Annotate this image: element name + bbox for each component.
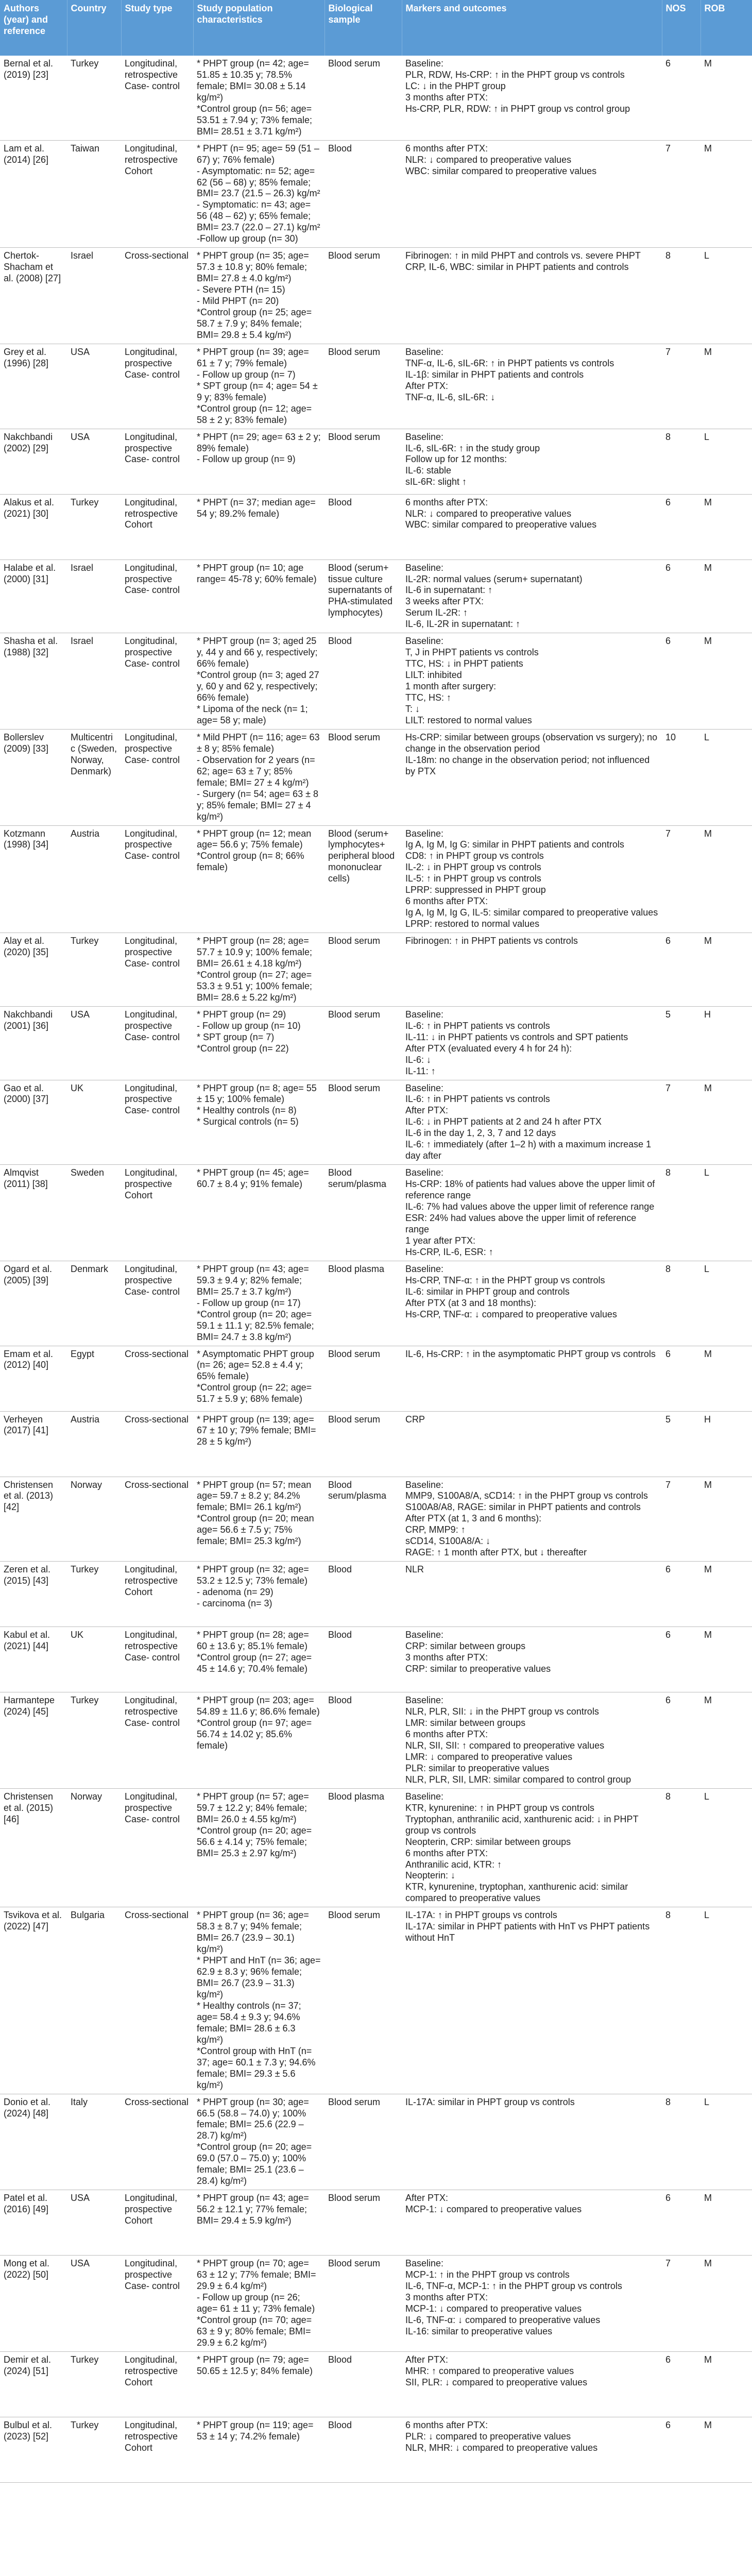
header-study-type: Study type	[121, 0, 193, 56]
author-cell: Alakus et al. (2021) [30]	[0, 494, 67, 560]
sample-cell: Blood serum	[324, 729, 402, 825]
rob-cell: M	[700, 1080, 752, 1165]
population-cell: * PHPT group (n= 79; age= 50.65 ± 12.5 y; 84% female)	[193, 2351, 324, 2417]
study-type-cell: Longitudinal, prospective Case- control	[121, 1788, 193, 1907]
author-cell: Gao et al. (2000) [37]	[0, 1080, 67, 1165]
rob-cell: L	[700, 1907, 752, 2094]
population-cell: * PHPT group (n= 119; age= 53 ± 14 y; 74.2% female)	[193, 2417, 324, 2482]
country-cell: Turkey	[67, 1692, 121, 1789]
study-type-cell: Longitudinal, prospective Case- control	[121, 1080, 193, 1165]
markers-cell: After PTX: MHR: ↑ compared to preoperative values SII, PLR: ↓ compared to preoperative values	[402, 2351, 662, 2417]
markers-cell: Baseline: MMP9, S100A8/A, sCD14: ↑ in the PHPT group vs controls S100A8/A8, RAGE: similar in PHPT patients and controls After PTX (at 1, 3 and 6 months): CRP, MMP9: ↑ sCD14, S100A8/A: ↓ RAGE: ↑ 1 month after PTX, but ↓ thereafter	[402, 1477, 662, 1562]
country-cell: Turkey	[67, 933, 121, 1007]
author-cell: Nakchbandi (2001) [36]	[0, 1006, 67, 1080]
markers-cell: Baseline: CRP: similar between groups 3 months after PTX: CRP: similar to preoperative values	[402, 1627, 662, 1692]
markers-cell: Fibrinogen: ↑ in mild PHPT and controls vs. severe PHPT CRP, IL-6, WBC: similar in PHPT patients and controls	[402, 248, 662, 344]
author-cell: Verheyen (2017) [41]	[0, 1411, 67, 1477]
nos-cell: 7	[662, 140, 700, 248]
country-cell: Turkey	[67, 1562, 121, 1627]
author-cell: Zeren et al. (2015) [43]	[0, 1562, 67, 1627]
markers-cell: Baseline: Ig A, Ig M, Ig G: similar in PHPT patients and controls CD8: ↑ in PHPT group vs controls IL-2: ↓ in PHPT group vs controls IL-5: ↑ in PHPT group vs controls LPRP: suppressed in PHPT group 6 months after PTX: Ig A, Ig M, Ig G, IL-5: similar compared to preoperative values LPRP: restored to normal values	[402, 825, 662, 933]
country-cell: Austria	[67, 1411, 121, 1477]
table-row	[0, 2094, 752, 2190]
population-cell: * Asymptomatic PHPT group (n= 26; age= 52.8 ± 4.4 y; 65% female) *Control group (n= 22; age= 51.7 ± 5.9 y; 68% female)	[193, 1346, 324, 1411]
table-header-row	[0, 0, 752, 56]
rob-cell: L	[700, 1165, 752, 1261]
table-row	[0, 1692, 752, 1789]
country-cell: Italy	[67, 2094, 121, 2190]
study-type-cell: Longitudinal, retrospective Case- control	[121, 1627, 193, 1692]
country-cell: Norway	[67, 1788, 121, 1907]
rob-cell: M	[700, 1627, 752, 1692]
nos-cell: 8	[662, 1261, 700, 1346]
sample-cell: Blood serum	[324, 56, 402, 140]
population-cell: * PHPT group (n= 43; age= 59.3 ± 9.4 y; 82% female; BMI= 25.7 ± 3.7 kg/m²) - Follow up group (n= 17) *Control group (n= 20; age= 59.1 ± 11.1 y; 82.5% female; BMI= 24.7 ± 3.8 kg/m²)	[193, 1261, 324, 1346]
table-row	[0, 429, 752, 494]
nos-cell: 5	[662, 1411, 700, 1477]
table-row	[0, 1477, 752, 1562]
country-cell: Bulgaria	[67, 1907, 121, 2094]
sample-cell: Blood serum	[324, 2256, 402, 2352]
population-cell: * PHPT group (n= 29) - Follow up group (n= 10) * SPT group (n= 7) *Control group (n= 22)	[193, 1006, 324, 1080]
sample-cell: Blood serum	[324, 1346, 402, 1411]
author-cell: Shasha et al. (1988) [32]	[0, 633, 67, 730]
country-cell: Egypt	[67, 1346, 121, 1411]
author-cell: Ogard et al. (2005) [39]	[0, 1261, 67, 1346]
markers-cell: Baseline: IL-6: ↑ in PHPT patients vs controls IL-11: ↓ in PHPT patients vs controls and SPT patients After PTX (evaluated every 4 h for 24 h): IL-6: ↓ IL-11: ↑	[402, 1006, 662, 1080]
country-cell: Norway	[67, 1477, 121, 1562]
header-nos: NOS	[662, 0, 700, 56]
nos-cell: 8	[662, 1165, 700, 1261]
sample-cell: Blood serum	[324, 1080, 402, 1165]
author-cell: Grey et al. (1996) [28]	[0, 344, 67, 429]
country-cell: USA	[67, 2256, 121, 2352]
author-cell: Harmantepe (2024) [45]	[0, 1692, 67, 1789]
table-row	[0, 1411, 752, 1477]
author-cell: Patel et al. (2016) [49]	[0, 2190, 67, 2256]
rob-cell: L	[700, 2094, 752, 2190]
nos-cell: 8	[662, 248, 700, 344]
header-markers: Markers and outcomes	[402, 0, 662, 56]
table-row	[0, 344, 752, 429]
markers-cell: NLR	[402, 1562, 662, 1627]
study-type-cell: Longitudinal, retrospective Case- control	[121, 1692, 193, 1789]
table-row	[0, 560, 752, 633]
study-type-cell: Longitudinal, prospective Case- control	[121, 2256, 193, 2352]
markers-cell: Baseline: TNF-α, IL-6, sIL-6R: ↑ in PHPT patients vs controls IL-1β: similar in PHPT patients and controls After PTX: TNF-α, IL-6, sIL-6R: ↓	[402, 344, 662, 429]
table-row	[0, 248, 752, 344]
markers-cell: CRP	[402, 1411, 662, 1477]
nos-cell: 10	[662, 729, 700, 825]
country-cell: UK	[67, 1080, 121, 1165]
nos-cell: 8	[662, 429, 700, 494]
sample-cell: Blood serum	[324, 248, 402, 344]
markers-cell: After PTX: MCP-1: ↓ compared to preoperative values	[402, 2190, 662, 2256]
header-sample: Biological sample	[324, 0, 402, 56]
nos-cell: 7	[662, 344, 700, 429]
table-row	[0, 1562, 752, 1627]
markers-cell: Baseline: PLR, RDW, Hs-CRP: ↑ in the PHPT group vs controls LC: ↓ in the PHPT group 3 months after PTX: Hs-CRP, PLR, RDW: ↑ in PHPT group vs control group	[402, 56, 662, 140]
nos-cell: 6	[662, 2351, 700, 2417]
nos-cell: 6	[662, 633, 700, 730]
sample-cell: Blood serum	[324, 1006, 402, 1080]
study-type-cell: Longitudinal, prospective Case- control	[121, 825, 193, 933]
sample-cell: Blood plasma	[324, 1788, 402, 1907]
study-type-cell: Longitudinal, retrospective Cohort	[121, 1562, 193, 1627]
sample-cell: Blood serum	[324, 2094, 402, 2190]
table-row	[0, 2190, 752, 2256]
population-cell: * PHPT group (n= 203; age= 54.89 ± 11.6 y; 86.6% female) *Control group (n= 97; age= 56.74 ± 14.02 y; 85.6% female)	[193, 1692, 324, 1789]
nos-cell: 6	[662, 1562, 700, 1627]
nos-cell: 7	[662, 2256, 700, 2352]
rob-cell: M	[700, 1562, 752, 1627]
markers-cell: IL-17A: ↑ in PHPT groups vs controls IL-17A: similar in PHPT patients with HnT vs PHPT patients without HnT	[402, 1907, 662, 2094]
sample-cell: Blood serum/plasma	[324, 1165, 402, 1261]
table-row	[0, 633, 752, 730]
author-cell: Tsvikova et al. (2022) [47]	[0, 1907, 67, 2094]
table-row	[0, 825, 752, 933]
nos-cell: 5	[662, 1006, 700, 1080]
country-cell: Turkey	[67, 2351, 121, 2417]
markers-cell: Fibrinogen: ↑ in PHPT patients vs controls	[402, 933, 662, 1007]
author-cell: Christensen et al. (2013) [42]	[0, 1477, 67, 1562]
country-cell: USA	[67, 344, 121, 429]
study-type-cell: Longitudinal, retrospective Case- control	[121, 56, 193, 140]
sample-cell: Blood serum/plasma	[324, 1477, 402, 1562]
population-cell: * PHPT group (n= 30; age= 66.5 (58.8 – 74.0) y; 100% female; BMI= 25.6 (22.9 – 28.7) kg/m²) *Control group (n= 20; age= 69.0 (57.0 – 75.0) y; 100% female; BMI= 25.1 (23.6 – 28.4) kg/m²)	[193, 2094, 324, 2190]
author-cell: Mong et al. (2022) [50]	[0, 2256, 67, 2352]
rob-cell: M	[700, 825, 752, 933]
markers-cell: 6 months after PTX: NLR: ↓ compared to preoperative values WBC: similar compared to preoperative values	[402, 140, 662, 248]
rob-cell: M	[700, 56, 752, 140]
author-cell: Kabul et al. (2021) [44]	[0, 1627, 67, 1692]
rob-cell: M	[700, 494, 752, 560]
nos-cell: 7	[662, 1477, 700, 1562]
rob-cell: M	[700, 140, 752, 248]
table-row	[0, 1261, 752, 1346]
country-cell: Turkey	[67, 2417, 121, 2482]
population-cell: * PHPT group (n= 42; age= 51.85 ± 10.35 y; 78.5% female; BMI= 30.08 ± 5.14 kg/m²) *Control group (n= 56; age= 53.51 ± 7.94 y; 73% female; BMI= 28.51 ± 3.71 kg/m²)	[193, 56, 324, 140]
table-row	[0, 729, 752, 825]
header-population: Study population characteristics	[193, 0, 324, 56]
table-row	[0, 494, 752, 560]
study-type-cell: Longitudinal, prospective Case- control	[121, 560, 193, 633]
study-type-cell: Longitudinal, prospective Case- control	[121, 729, 193, 825]
nos-cell: 7	[662, 825, 700, 933]
country-cell: Austria	[67, 825, 121, 933]
population-cell: * PHPT group (n= 32; age= 53.2 ± 12.5 y; 73% female) - adenoma (n= 29) - carcinoma (n= 3)	[193, 1562, 324, 1627]
study-type-cell: Longitudinal, retrospective Cohort	[121, 2351, 193, 2417]
sample-cell: Blood	[324, 1562, 402, 1627]
country-cell: Israel	[67, 633, 121, 730]
study-type-cell: Longitudinal, prospective Case- control	[121, 344, 193, 429]
table-row	[0, 1165, 752, 1261]
markers-cell: Baseline: IL-6, sIL-6R: ↑ in the study group Follow up for 12 months: IL-6: stable sIL-6R: slight ↑	[402, 429, 662, 494]
nos-cell: 8	[662, 2094, 700, 2190]
population-cell: * PHPT group (n= 28; age= 60 ± 13.6 y; 85.1% female) *Control group (n= 27; age= 45 ± 14.6 y; 70.4% female)	[193, 1627, 324, 1692]
rob-cell: M	[700, 933, 752, 1007]
nos-cell: 6	[662, 2190, 700, 2256]
rob-cell: M	[700, 1346, 752, 1411]
study-type-cell: Cross-sectional	[121, 1477, 193, 1562]
author-cell: Bulbul et al. (2023) [52]	[0, 2417, 67, 2482]
country-cell: Israel	[67, 560, 121, 633]
author-cell: Bollerslev (2009) [33]	[0, 729, 67, 825]
sample-cell: Blood serum	[324, 344, 402, 429]
header-country: Country	[67, 0, 121, 56]
population-cell: * PHPT group (n= 45; age= 60.7 ± 8.4 y; 91% female)	[193, 1165, 324, 1261]
country-cell: Multicentric (Sweden, Norway, Denmark)	[67, 729, 121, 825]
country-cell: USA	[67, 1006, 121, 1080]
nos-cell: 8	[662, 1788, 700, 1907]
author-cell: Chertok-Shacham et al. (2008) [27]	[0, 248, 67, 344]
markers-cell: IL-6, Hs-CRP: ↑ in the asymptomatic PHPT group vs controls	[402, 1346, 662, 1411]
population-cell: * PHPT (n= 37; median age= 54 y; 89.2% female)	[193, 494, 324, 560]
country-cell: Denmark	[67, 1261, 121, 1346]
author-cell: Nakchbandi (2002) [29]	[0, 429, 67, 494]
country-cell: UK	[67, 1627, 121, 1692]
markers-cell: Baseline: T, J in PHPT patients vs controls TTC, HS: ↓ in PHPT patients LILT: inhibited 1 month after surgery: TTC, HS: ↑ T: ↓ LILT: restored to normal values	[402, 633, 662, 730]
population-cell: * PHPT group (n= 139; age= 67 ± 10 y; 79% female; BMI= 28 ± 5 kg/m²)	[193, 1411, 324, 1477]
population-cell: * PHPT (n= 95; age= 59 (51 – 67) y; 76% female) - Asymptomatic: n= 52; age= 62 (56 – 68) y; 85% female; BMI= 23.7 (21.5 – 26.3) kg/m² - Symptomatic: n= 43; age= 56 (48 – 62) y; 65% female; BMI= 23.7 (22.0 – 27.1) kg/m² -Follow up group (n= 30)	[193, 140, 324, 248]
study-type-cell: Cross-sectional	[121, 248, 193, 344]
author-cell: Halabe et al. (2000) [31]	[0, 560, 67, 633]
nos-cell: 6	[662, 1346, 700, 1411]
table-row	[0, 1788, 752, 1907]
sample-cell: Blood (serum+ tissue culture supernatants of PHA-stimulated lymphocytes)	[324, 560, 402, 633]
rob-cell: M	[700, 560, 752, 633]
markers-cell: Baseline: MCP-1: ↑ in the PHPT group vs controls IL-6, TNF-α, MCP-1: ↑ in the PHPT group vs controls 3 months after PTX: MCP-1: ↓ compared to preoperative values IL-6, TNF-α: ↓ compared to preoperative values IL-16: similar to preoperative values	[402, 2256, 662, 2352]
country-cell: Sweden	[67, 1165, 121, 1261]
table-row	[0, 140, 752, 248]
country-cell: Turkey	[67, 56, 121, 140]
sample-cell: Blood	[324, 494, 402, 560]
table-row	[0, 1080, 752, 1165]
rob-cell: M	[700, 2256, 752, 2352]
nos-cell: 6	[662, 56, 700, 140]
study-type-cell: Longitudinal, prospective Cohort	[121, 2190, 193, 2256]
nos-cell: 6	[662, 933, 700, 1007]
study-type-cell: Longitudinal, prospective Case- control	[121, 633, 193, 730]
rob-cell: M	[700, 1692, 752, 1789]
sample-cell: Blood	[324, 140, 402, 248]
population-cell: * PHPT group (n= 28; age= 57.7 ± 10.9 y; 100% female; BMI= 26.61 ± 4.18 kg/m²) *Control group (n= 27; age= 53.3 ± 9.51 y; 100% female; BMI= 28.6 ± 5.22 kg/m²)	[193, 933, 324, 1007]
author-cell: Kotzmann (1998) [34]	[0, 825, 67, 933]
study-type-cell: Longitudinal, prospective Case- control	[121, 429, 193, 494]
population-cell: * PHPT group (n= 10; age range= 45-78 y; 60% female)	[193, 560, 324, 633]
rob-cell: M	[700, 2417, 752, 2482]
sample-cell: Blood serum	[324, 1907, 402, 2094]
sample-cell: Blood (serum+ lymphocytes+ peripheral blood mononuclear cells)	[324, 825, 402, 933]
markers-cell: 6 months after PTX: PLR: ↓ compared to preoperative values NLR, MHR: ↓ compared to preoperative values	[402, 2417, 662, 2482]
sample-cell: Blood plasma	[324, 1261, 402, 1346]
study-type-cell: Cross-sectional	[121, 1411, 193, 1477]
author-cell: Emam et al. (2012) [40]	[0, 1346, 67, 1411]
population-cell: * PHPT group (n= 3; aged 25 y, 44 y and 66 y, respectively; 66% female) *Control group (n= 3; aged 27 y, 60 y and 62 y, respectively; 66% female) * Lipoma of the neck (n= 1; age= 58 y; male)	[193, 633, 324, 730]
header-rob: ROB	[700, 0, 752, 56]
country-cell: Turkey	[67, 494, 121, 560]
country-cell: Israel	[67, 248, 121, 344]
study-type-cell: Longitudinal, prospective Case- control	[121, 1261, 193, 1346]
table-row	[0, 1627, 752, 1692]
markers-cell: IL-17A: similar in PHPT group vs controls	[402, 2094, 662, 2190]
author-cell: Alay et al. (2020) [35]	[0, 933, 67, 1007]
markers-cell: Baseline: IL-6: ↑ in PHPT patients vs controls After PTX: IL-6: ↓ in PHPT patients at 2 and 24 h after PTX IL-6 in the day 1, 2, 3, 7 and 12 days IL-6: ↑ immediately (after 1–2 h) with a maximum increase 1 day after	[402, 1080, 662, 1165]
study-type-cell: Cross-sectional	[121, 1346, 193, 1411]
rob-cell: M	[700, 2351, 752, 2417]
population-cell: * PHPT group (n= 12; mean age= 56.6 y; 75% female) *Control group (n= 8; 66% female)	[193, 825, 324, 933]
country-cell: Taiwan	[67, 140, 121, 248]
nos-cell: 6	[662, 1627, 700, 1692]
study-type-cell: Longitudinal, prospective Cohort	[121, 1165, 193, 1261]
header-authors: Authors (year) and reference	[0, 0, 67, 56]
population-cell: * PHPT (n= 29; age= 63 ± 2 y; 89% female) - Follow up group (n= 9)	[193, 429, 324, 494]
rob-cell: L	[700, 248, 752, 344]
nos-cell: 6	[662, 2417, 700, 2482]
population-cell: * PHPT group (n= 39; age= 61 ± 7 y; 79% female) - Follow up group (n= 7) * SPT group (n= 4; age= 54 ± 9 y; 83% female) *Control group (n= 12; age= 58 ± 2 y; 83% female)	[193, 344, 324, 429]
author-cell: Bernal et al. (2019) [23]	[0, 56, 67, 140]
sample-cell: Blood	[324, 2351, 402, 2417]
study-type-cell: Cross-sectional	[121, 1907, 193, 2094]
markers-cell: Baseline: KTR, kynurenine: ↑ in PHPT group vs controls Tryptophan, anthranilic acid, xanthurenic acid: ↓ in PHPT group vs controls Neopterin, CRP: similar between groups 6 months after PTX: Anthranilic acid, KTR: ↑ Neopterin: ↓ KTR, kynurenine, tryptophan, xanthurenic acid: similar compared to preoperative values	[402, 1788, 662, 1907]
population-cell: * Mild PHPT (n= 116; age= 63 ± 8 y; 85% female) - Observation for 2 years (n= 62; age= 63 ± 7 y; 85% female; BMI= 27 ± 4 kg/m²) - Surgery (n= 54; age= 63 ± 8 y; 85% female; BMI= 27 ± 4 kg/m²)	[193, 729, 324, 825]
sample-cell: Blood serum	[324, 933, 402, 1007]
rob-cell: M	[700, 1477, 752, 1562]
table-row	[0, 1006, 752, 1080]
sample-cell: Blood	[324, 633, 402, 730]
markers-cell: Baseline: Hs-CRP: 18% of patients had values above the upper limit of reference range IL-6: 7% had values above the upper limit of reference range ESR: 24% had values above the upper limit of reference range 1 year after PTX: Hs-CRP, IL-6, ESR: ↑	[402, 1165, 662, 1261]
table-body	[0, 56, 752, 2482]
study-type-cell: Longitudinal, retrospective Cohort	[121, 494, 193, 560]
sample-cell: Blood serum	[324, 1411, 402, 1477]
nos-cell: 7	[662, 1080, 700, 1165]
author-cell: Demir et al. (2024) [51]	[0, 2351, 67, 2417]
population-cell: * PHPT group (n= 57; mean age= 59.7 ± 8.2 y; 84.2% female; BMI= 26.1 kg/m²) *Control group (n= 20; mean age= 56.6 ± 7.5 y; 75% female; BMI= 25.3 kg/m²)	[193, 1477, 324, 1562]
table-row	[0, 933, 752, 1007]
author-cell: Donio et al. (2024) [48]	[0, 2094, 67, 2190]
rob-cell: L	[700, 429, 752, 494]
rob-cell: L	[700, 1261, 752, 1346]
study-type-cell: Longitudinal, prospective Case- control	[121, 933, 193, 1007]
nos-cell: 8	[662, 1907, 700, 2094]
rob-cell: L	[700, 1788, 752, 1907]
markers-cell: Baseline: IL-2R: normal values (serum+ supernatant) IL-6 in supernatant: ↑ 3 weeks after PTX: Serum IL-2R: ↑ IL-6, IL-2R in supernatant: ↑	[402, 560, 662, 633]
rob-cell: H	[700, 1006, 752, 1080]
author-cell: Almqvist (2011) [38]	[0, 1165, 67, 1261]
country-cell: USA	[67, 2190, 121, 2256]
author-cell: Christensen et al. (2015) [46]	[0, 1788, 67, 1907]
table-row	[0, 1346, 752, 1411]
table-row	[0, 1907, 752, 2094]
population-cell: * PHPT group (n= 70; age= 63 ± 12 y; 77% female; BMI= 29.9 ± 6.4 kg/m²) - Follow up group (n= 26; age= 61 ± 11 y; 73% female) *Control group (n= 70; age= 63 ± 9 y; 80% female; BMI= 29.9 ± 6.2 kg/m²)	[193, 2256, 324, 2352]
population-cell: * PHPT group (n= 8; age= 55 ± 15 y; 100% female) * Healthy controls (n= 8) * Surgical controls (n= 5)	[193, 1080, 324, 1165]
markers-cell: Hs-CRP: similar between groups (observation vs surgery); no change in the observation period IL-18m: no change in the observation period; not influenced by PTX	[402, 729, 662, 825]
study-type-cell: Longitudinal, retrospective Cohort	[121, 2417, 193, 2482]
nos-cell: 6	[662, 1692, 700, 1789]
rob-cell: M	[700, 633, 752, 730]
table-row	[0, 56, 752, 140]
country-cell: USA	[67, 429, 121, 494]
rob-cell: L	[700, 729, 752, 825]
population-cell: * PHPT group (n= 57; age= 59.7 ± 12.2 y; 84% female; BMI= 26.0 ± 4.55 kg/m²) *Control group (n= 20; age= 56.6 ± 4.14 y; 75% female; BMI= 25.3 ± 2.97 kg/m²)	[193, 1788, 324, 1907]
sample-cell: Blood serum	[324, 429, 402, 494]
sample-cell: Blood serum	[324, 2190, 402, 2256]
nos-cell: 6	[662, 560, 700, 633]
study-type-cell: Longitudinal, retrospective Cohort	[121, 140, 193, 248]
table-row	[0, 2351, 752, 2417]
population-cell: * PHPT group (n= 36; age= 58.3 ± 8.7 y; 94% female; BMI= 26.7 (23.9 – 30.1) kg/m²) * PHPT and HnT (n= 36; age= 62.9 ± 8.3 y; 96% female; BMI= 26.7 (23.9 – 31.3) kg/m²) * Healthy controls (n= 37; age= 58.4 ± 9.3 y; 94.6% female; BMI= 28.6 ± 6.3 kg/m²) *Control group with HnT (n= 37; age= 60.1 ± 7.3 y; 94.6% female; BMI= 29.3 ± 5.6 kg/m²)	[193, 1907, 324, 2094]
study-type-cell: Longitudinal, prospective Case- control	[121, 1006, 193, 1080]
sample-cell: Blood	[324, 1627, 402, 1692]
markers-cell: 6 months after PTX: NLR: ↓ compared to preoperative values WBC: similar compared to preoperative values	[402, 494, 662, 560]
table-row	[0, 2417, 752, 2482]
rob-cell: M	[700, 344, 752, 429]
population-cell: * PHPT group (n= 43; age= 56.2 ± 12.1 y; 77% female; BMI= 29.4 ± 5.9 kg/m²)	[193, 2190, 324, 2256]
sample-cell: Blood	[324, 2417, 402, 2482]
table-row	[0, 2256, 752, 2352]
study-type-cell: Cross-sectional	[121, 2094, 193, 2190]
markers-cell: Baseline: NLR, PLR, SII: ↓ in the PHPT group vs controls LMR: similar between groups 6 months after PTX: NLR, SII, SII: ↑ compared to preoperative values LMR: ↓ compared to preoperative values PLR: similar to preoperative values NLR, PLR, SII, LMR: similar compared to control group	[402, 1692, 662, 1789]
sample-cell: Blood	[324, 1692, 402, 1789]
markers-cell: Baseline: Hs-CRP, TNF-α: ↑ in the PHPT group vs controls IL-6: similar in PHPT group and controls After PTX (at 3 and 18 months): Hs-CRP, TNF-α: ↓ compared to preoperative values	[402, 1261, 662, 1346]
author-cell: Lam et al. (2014) [26]	[0, 140, 67, 248]
rob-cell: M	[700, 2190, 752, 2256]
rob-cell: H	[700, 1411, 752, 1477]
nos-cell: 6	[662, 494, 700, 560]
population-cell: * PHPT group (n= 35; age= 57.3 ± 10.8 y; 80% female; BMI= 27.8 ± 4.0 kg/m²) - Severe PTH (n= 15) - Mild PHPT (n= 20) *Control group (n= 25; age= 58.7 ± 7.9 y; 84% female; BMI= 29.8 ± 5.4 kg/m²)	[193, 248, 324, 344]
